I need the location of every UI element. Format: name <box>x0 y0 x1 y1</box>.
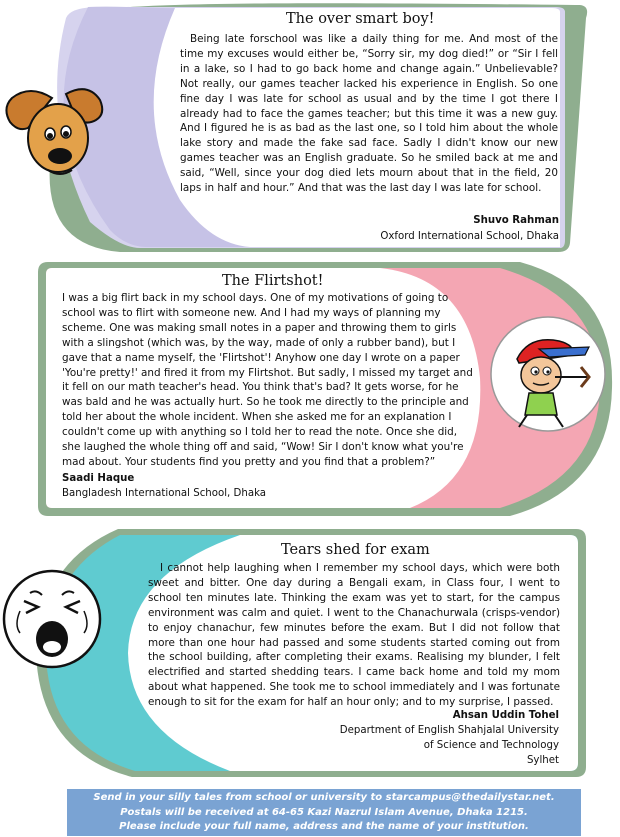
story-1-author: Shuvo Rahman <box>473 215 559 226</box>
story-card-2 <box>0 258 620 520</box>
footer-line-3: Please include your full name, address and the name of your institution. <box>119 821 529 833</box>
story-3-author: Ahsan Uddin Tohel <box>452 710 559 721</box>
story-2-affiliation: Bangladesh International School, Dhaka <box>62 488 267 499</box>
story-2-title: The Flirtshot! <box>222 273 324 289</box>
footer-line-1: Send in your silly tales from school or university to starcampus@thedailystar.net. <box>93 792 555 803</box>
crying-face-icon <box>0 567 104 671</box>
story-1-title: The over smart boy! <box>286 11 435 27</box>
slingshot-boy-icon <box>489 315 607 433</box>
dog-face-icon <box>0 78 112 190</box>
story-1-body: Being late forschool was like a daily thing for me. And most of the time my excuses would either be, “Sorry sir, my dog died!” or “Sir I fell in a lake, so I had to go back home and change again.” Unbelievable? Not really, our games teacher lacked his experience in English. So one fine day I was late for school as usual and by the time I got there I already had to face the games teacher; but this time it was a new guy. And I figured he is as bad as the last one, so I told him about the whole lake story and made the fake sad face. Sadly I didn't know our new games teacher was an English graduate. So he smiled back at me and said, “Well, since your dog died lets mourn about that in the field, 20 laps in half and hour.” And that was the last day I was late for school. <box>180 33 558 195</box>
story-2-author: Saadi Haque <box>62 473 135 484</box>
story-card-1 <box>0 0 620 255</box>
story-3-title: Tears shed for exam <box>281 542 430 558</box>
story-3-affiliation-line-2: of Science and Technology <box>423 740 559 751</box>
story-1-affiliation: Oxford International School, Dhaka <box>380 231 559 242</box>
story-3-affiliation-line-3: Sylhet <box>526 755 559 766</box>
story-card-3 <box>0 523 620 781</box>
footer-line-2: Postals will be received at 64-65 Kazi Nazrul Islam Avenue, Dhaka 1215. <box>120 806 528 818</box>
story-3-affiliation-line-1: Department of English Shahjalal University <box>339 725 559 736</box>
submission-footer <box>67 789 581 836</box>
story-3-body: I cannot help laughing when I remember my school days, which were both sweet and bitter. One day during a Bengali exam, in Class four, I went to school ten minutes late. Thinking the exam was yet to start, for the campus environment was calm and quiet. I went to the Chanachurwala (crisps-vendor) to enjoy chanachur, few minutes before the exam. But I did not follow that more than one hour had passed and some students started coming out from the school building, after completing their exams. Realising my blunder, I felt electrified and started shedding tears. I came back home and told my mom about what happened. She took me to school immediately and I was fortunate enough to sit for the exam for half an hour only; and to my surprise, I passed. <box>148 562 560 709</box>
story-2-body: I was a big flirt back in my school days. One of my motivations of going to school was to flirt with someone new. And I had my ways of planning my scheme. One was making small notes in a paper and throwing them to girls with a slingshot (which was, by the way, made of only a rubber band), but I gave that a name myself, the 'Flirtshot'! Anyhow one day I wrote on a paper 'You're pretty!' and fired it from my Flirtshot. But sadly, I missed my target and it fell on our math teacher's head. You think that's bad? It gets worse, for he was bald and he was actually hurt. So he took me directly to the principle and told her about the whole incident. When she asked me for an explanation I couldn't come up with anything so I told her to read the note. Once she did, she laughed the whole thing off and said, “Wow! Sir I don't know what you're mad about. Your students find you pretty and you find that a problem?” <box>62 292 473 468</box>
